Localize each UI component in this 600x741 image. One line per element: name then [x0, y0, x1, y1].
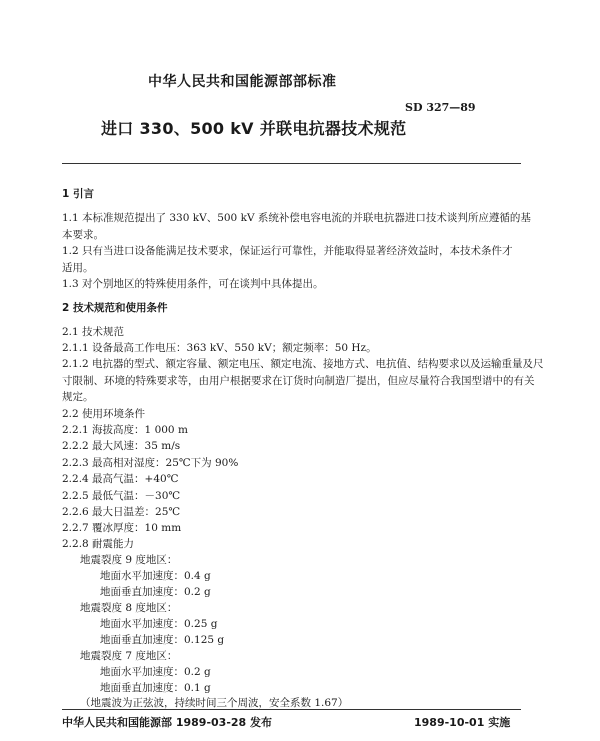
footer-divider: [62, 709, 521, 710]
issue-date: 中华人民共和国能源部 1989-03-28 发布: [62, 716, 273, 729]
effective-date: 1989-10-01 实施: [414, 716, 511, 729]
clause-2-1-2-line-1: 2.1.2 电抗器的型式、额定容量、额定电压、额定电流、接地方式、电抗值、结构要求以及运输重量及尺: [62, 358, 544, 370]
clause-1-3: 1.3 对个别地区的特殊使用条件，可在谈判中具体提出。: [62, 278, 324, 290]
clause-1-2-line-2: 适用。: [62, 262, 94, 274]
standard-number: SD 327—89: [405, 101, 476, 114]
clause-2-1-2-line-3: 规定。: [62, 391, 94, 403]
seismic-zone-8-horizontal: 地面水平加速度：0.25 g: [100, 618, 218, 630]
seismic-zone-9-horizontal: 地面水平加速度：0.4 g: [100, 570, 211, 582]
seismic-note: （地震波为正弦波，持续时间三个周波，安全系数 1.67）: [80, 697, 349, 709]
clause-2-2: 2.2 使用环境条件: [62, 408, 146, 420]
clause-2-2-6: 2.2.6 最大日温差：25℃: [62, 506, 181, 518]
seismic-zone-8: 地震裂度 8 度地区：: [80, 602, 178, 614]
clause-2-1: 2.1 技术规范: [62, 326, 125, 338]
header-divider: [62, 163, 521, 164]
document-title: 进口 330、500 kV 并联电抗器技术规范: [101, 119, 407, 138]
clause-2-1-2-line-2: 寸限制、环境的特殊要求等，由用户根据要求在订货时向制造厂提出，但应尽量符合我国型谱中的有关: [62, 375, 535, 387]
seismic-zone-9: 地震裂度 9 度地区：: [80, 554, 178, 566]
seismic-zone-9-vertical: 地面垂直加速度：0.2 g: [100, 586, 211, 598]
clause-2-2-2: 2.2.2 最大风速：35 m/s: [62, 440, 181, 452]
seismic-zone-8-vertical: 地面垂直加速度：0.125 g: [100, 634, 225, 646]
clause-1-1-line-2: 本要求。: [62, 229, 104, 241]
clause-2-2-7: 2.2.7 覆冰厚度：10 mm: [62, 522, 182, 534]
clause-2-2-1: 2.2.1 海拔高度：1 000 m: [62, 424, 188, 436]
clause-2-2-5: 2.2.5 最低气温：－30℃: [62, 490, 181, 502]
clause-2-1-1: 2.1.1 设备最高工作电压：363 kV、550 kV；额定频率：50 Hz。: [62, 342, 377, 354]
clause-1-2-line-1: 1.2 只有当进口设备能满足技术要求，保证运行可靠性，并能取得显著经济效益时，本技术条件才: [62, 245, 513, 257]
clause-2-2-8: 2.2.8 耐震能力: [62, 538, 135, 550]
clause-2-2-3: 2.2.3 最高相对湿度：25℃下为 90%: [62, 457, 239, 469]
seismic-zone-7-horizontal: 地面水平加速度：0.2 g: [100, 666, 211, 678]
section-1-heading: 1 引言: [62, 188, 94, 200]
seismic-zone-7: 地震裂度 7 度地区：: [80, 650, 178, 662]
seismic-zone-7-vertical: 地面垂直加速度：0.1 g: [100, 682, 211, 694]
clause-2-2-4: 2.2.4 最高气温：+40℃: [62, 473, 179, 485]
clause-1-1-line-1: 1.1 本标准规范提出了 330 kV、500 kV 系统补偿电容电流的并联电抗器进口技术谈判所应遵循的基: [62, 212, 531, 224]
section-2-heading: 2 技术规范和使用条件: [62, 302, 168, 314]
issuing-authority: 中华人民共和国能源部部标准: [148, 74, 337, 90]
